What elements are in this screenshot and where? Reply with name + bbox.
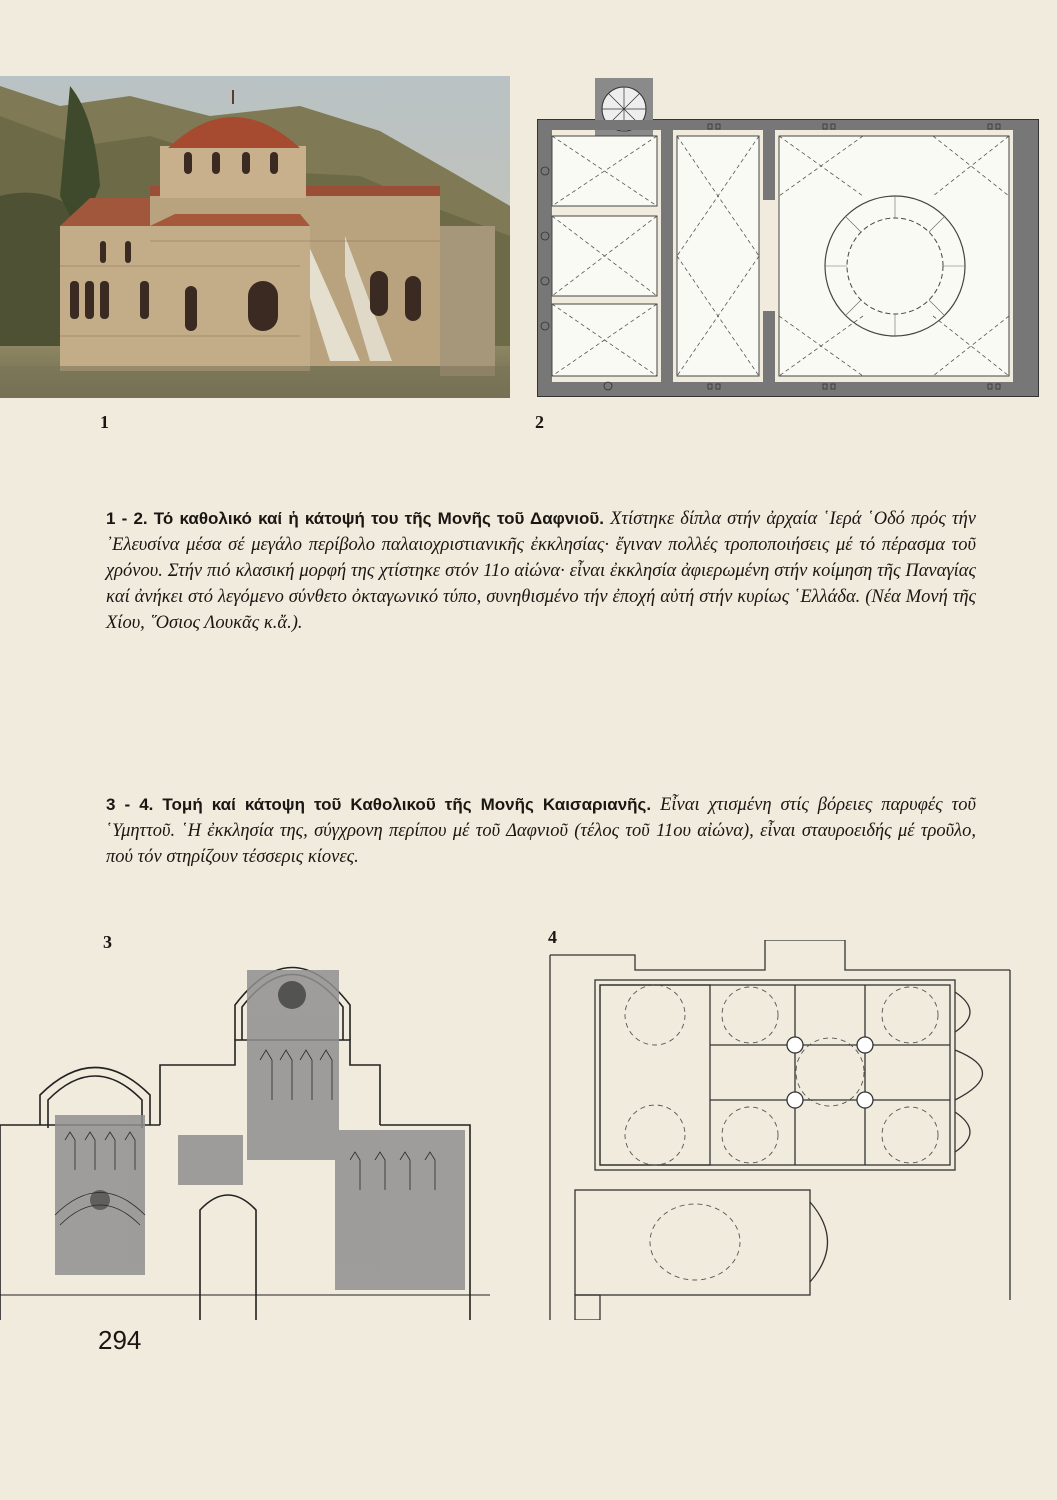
daphni-church-photo (0, 76, 510, 398)
caption-3-4-lead: 3 - 4. Τομή καί κάτοψη τοῦ Καθολικοῦ τῆς Μονῆς Καισαριανῆς. (106, 795, 652, 814)
kaisariani-section-drawing (0, 940, 500, 1320)
caption-1-2-body: Χτίστηκε δίπλα στήν ἀρχαία ῾Ιερά ῾Οδό πρός τήν ᾿Ελευσίνα μέσα σέ μεγάλο περίβολο παλαιοχριστιανικῆς ἐκκλησίας· ἔγιναν πολλές τροποποιήσεις μέ τό πέρασμα τοῦ χρόνου. Στήν πιό κλασική μορφή της χτίστηκε στόν 11ο αἰώνα· εἶναι ἐκκλησία ἀφιερωμένη στήν κοίμηση τῆς Παναγίας καί ἀνήκει στό λεγόμενο σύνθετο ὀκταγωνικό τύπο, συνηθισμένο τήν ἐποχή αὐτή στήν κυρίως ῾Ελλάδα. (Νέα Μονή τῆς Χίου, ῞Οσιος Λουκᾶς κ.ἄ.). (106, 509, 976, 633)
caption-1-2-lead: 1 - 2. Τό καθολικό καί ἡ κάτοψή του τῆς Μονῆς τοῦ Δαφνιοῦ. (106, 509, 604, 528)
figure-4-number: 4 (548, 927, 557, 947)
caption-3-4-body: Εἶναι χτισμένη στίς βόρειες παρυφές τοῦ ῾Υμηττοῦ. ῾Η ἐκκλησία της, σύγχρονη περίπου μέ τοῦ Δαφνιοῦ (τέλος τοῦ 11ου αἰώνα), εἶναι σταυροειδής μέ τροῦλο, πού τόν στηρίζουν τέσσερις κίονες. (106, 795, 976, 867)
caption-figures-3-4 (106, 792, 976, 870)
kaisariani-floor-plan (545, 940, 1050, 1320)
figure-1-number: 1 (100, 412, 109, 432)
daphni-floor-plan (533, 76, 1043, 400)
figure-2-number: 2 (535, 412, 544, 432)
figure-3-number: 3 (103, 932, 112, 952)
caption-figures-1-2 (106, 506, 976, 636)
page-number: 294 (98, 1325, 142, 1355)
